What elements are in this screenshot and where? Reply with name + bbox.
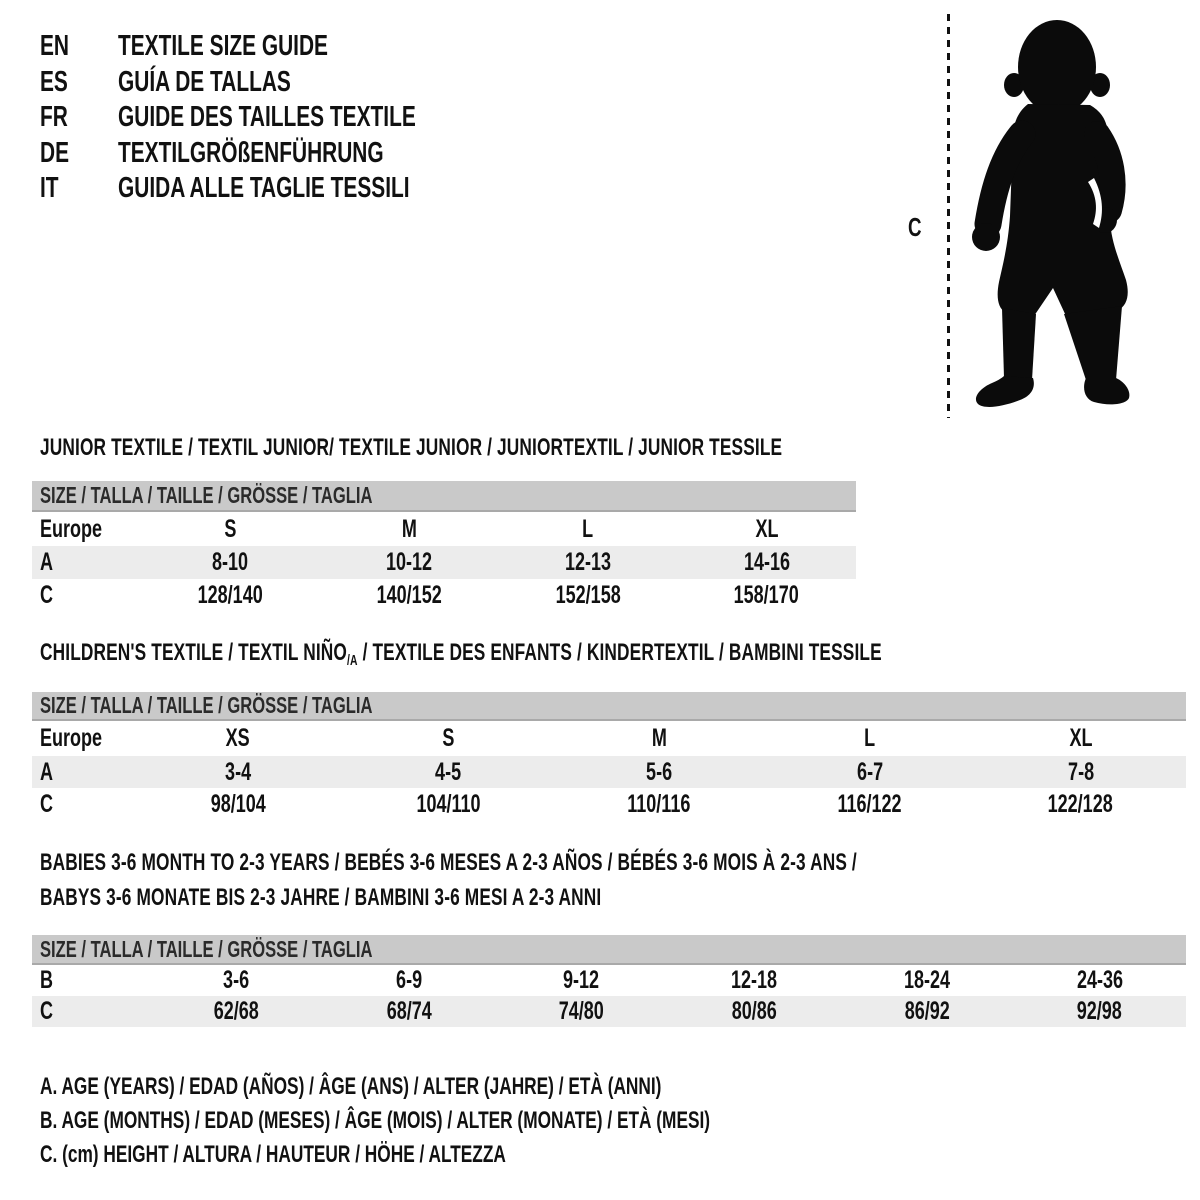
size-value-cell: XS bbox=[225, 724, 250, 752]
row-label-cell: B bbox=[40, 966, 54, 994]
size-value-cell: 86/92 bbox=[904, 997, 950, 1025]
size-value-cell: L bbox=[864, 724, 876, 752]
size-table-row bbox=[32, 721, 1186, 756]
guide-title: GUIDE DES TAILLES TEXTILE bbox=[118, 101, 416, 133]
nino-a-subscript: /A bbox=[346, 653, 358, 669]
toddler-silhouette-image bbox=[958, 16, 1152, 422]
language-code: ES bbox=[40, 65, 68, 98]
size-value-cell: 62/68 bbox=[213, 997, 259, 1025]
size-value-cell: M bbox=[401, 514, 417, 543]
size-value-cell: 68/74 bbox=[386, 997, 432, 1025]
junior-size-table bbox=[32, 481, 856, 612]
row-label-cell: Europe bbox=[40, 724, 103, 752]
language-title-block bbox=[40, 29, 532, 207]
row-label-cell: C bbox=[40, 997, 54, 1025]
footnote-c: C. (cm) HEIGHT / ALTURA / HAUTEUR / HÖHE / ALTEZZA bbox=[40, 1141, 506, 1168]
row-label-cell: C bbox=[40, 581, 54, 609]
language-row bbox=[40, 65, 532, 101]
size-value-cell: S bbox=[442, 724, 455, 752]
guide-title: TEXTILGRÖßENFÜHRUNG bbox=[118, 136, 384, 169]
size-value-cell: 110/116 bbox=[627, 790, 691, 818]
row-label-cell: Europe bbox=[40, 514, 103, 543]
size-value-cell: M bbox=[651, 724, 667, 752]
size-value-cell: XL bbox=[1069, 724, 1093, 752]
size-table-header-bar bbox=[32, 935, 1186, 965]
row-label-cell: A bbox=[40, 548, 54, 576]
language-code: IT bbox=[40, 172, 59, 204]
size-value-cell: 3-6 bbox=[223, 966, 250, 994]
size-table-header-bar bbox=[32, 692, 1186, 721]
size-grid bbox=[32, 965, 1186, 1027]
row-label-cell: A bbox=[40, 757, 54, 786]
size-value-cell: 24-36 bbox=[1076, 966, 1123, 994]
size-value-cell: 158/170 bbox=[734, 581, 800, 609]
size-value-cell: 122/128 bbox=[1048, 790, 1114, 818]
size-table-row bbox=[32, 512, 856, 546]
language-row bbox=[40, 29, 532, 65]
size-value-cell: 10-12 bbox=[385, 548, 432, 576]
size-table-header-text: SIZE / TALLA / TAILLE / GRÖSSE / TAGLIA bbox=[40, 935, 373, 962]
size-value-cell: 9-12 bbox=[563, 966, 600, 994]
size-value-cell: 4-5 bbox=[435, 757, 462, 786]
guide-title: TEXTILE SIZE GUIDE bbox=[118, 30, 328, 62]
size-value-cell: 116/122 bbox=[837, 790, 902, 818]
size-value-cell: 74/80 bbox=[558, 997, 605, 1025]
size-value-cell: 14-16 bbox=[743, 548, 790, 576]
size-value-cell: 152/158 bbox=[555, 581, 621, 609]
size-table-header-text: SIZE / TALLA / TAILLE / GRÖSSE / TAGLIA bbox=[40, 692, 373, 718]
size-value-cell: 12-13 bbox=[564, 548, 611, 576]
size-value-cell: 3-4 bbox=[224, 757, 251, 786]
size-table-row bbox=[32, 788, 1186, 821]
size-value-cell: 18-24 bbox=[903, 966, 950, 994]
size-table-row bbox=[32, 579, 856, 612]
footnote-a: A. AGE (YEARS) / EDAD (AÑOS) / ÂGE (ANS) / ALTER (JAHRE) / ETÀ (ANNI) bbox=[40, 1073, 662, 1100]
size-value-cell: 6-7 bbox=[856, 757, 883, 786]
language-row bbox=[40, 136, 532, 172]
size-value-cell: 92/98 bbox=[1077, 997, 1123, 1025]
size-table-row bbox=[32, 546, 856, 579]
size-value-cell: 140/152 bbox=[376, 581, 442, 609]
height-measure-label: C bbox=[908, 212, 922, 242]
size-value-cell: XL bbox=[755, 514, 779, 543]
children-size-table bbox=[32, 692, 1186, 821]
size-value-cell: 7-8 bbox=[1067, 757, 1094, 786]
size-value-cell: S bbox=[224, 514, 237, 543]
size-grid bbox=[32, 721, 1186, 821]
size-table-header-bar bbox=[32, 481, 856, 512]
size-value-cell: 128/140 bbox=[197, 581, 263, 609]
size-value-cell: 12-18 bbox=[731, 966, 778, 994]
babies-size-table bbox=[32, 935, 1186, 1027]
size-grid bbox=[32, 512, 856, 612]
guide-title: GUIDA ALLE TAGLIE TESSILI bbox=[118, 172, 410, 204]
children-section-title: CHILDREN'S TEXTILE / TEXTIL $NIÑO_{/A}$ / TEXTILE DES ENFANTS / KINDERTEXTIL / BAMBINI TESSILE bbox=[40, 639, 882, 669]
size-value-cell: 98/104 bbox=[210, 790, 266, 818]
size-table-row bbox=[32, 965, 1186, 996]
size-value-cell: L bbox=[582, 514, 594, 543]
guide-title: GUÍA DE TALLAS bbox=[118, 65, 291, 98]
size-value-cell: 8-10 bbox=[212, 548, 249, 576]
language-code: DE bbox=[40, 136, 70, 169]
language-code: EN bbox=[40, 30, 70, 62]
junior-section-title: JUNIOR TEXTILE / TEXTIL JUNIOR/ TEXTILE JUNIOR / JUNIORTEXTIL / JUNIOR TESSILE bbox=[40, 434, 783, 461]
size-value-cell: 104/110 bbox=[416, 790, 481, 818]
row-label-cell: C bbox=[40, 790, 54, 818]
size-table-row bbox=[32, 996, 1186, 1027]
language-row bbox=[40, 100, 532, 136]
babies-section-title: BABIES 3-6 MONTH TO 2-3 YEARS / BEBÉS 3-6 MESES A 2-3 AÑOS / BÉBÉS 3-6 MOIS À 2-3 ANS / BABYS 3-6 MONATE BIS 2-3 JAHRE / BAMBINI 3-6 MESI A 2-3 ANNI bbox=[40, 849, 857, 911]
language-row bbox=[40, 171, 532, 207]
legend-footnotes bbox=[40, 1070, 971, 1172]
size-value-cell: 6-9 bbox=[395, 966, 422, 994]
footnote-b: B. AGE (MONTHS) / EDAD (MESES) / ÂGE (MOIS) / ALTER (MONATE) / ETÀ (MESI) bbox=[40, 1107, 711, 1134]
size-table-row bbox=[32, 756, 1186, 788]
height-measure-dashed-line bbox=[947, 14, 950, 418]
size-value-cell: 5-6 bbox=[646, 757, 673, 786]
language-code: FR bbox=[40, 101, 68, 133]
size-value-cell: 80/86 bbox=[731, 997, 777, 1025]
size-table-header-text: SIZE / TALLA / TAILLE / GRÖSSE / TAGLIA bbox=[40, 482, 373, 508]
